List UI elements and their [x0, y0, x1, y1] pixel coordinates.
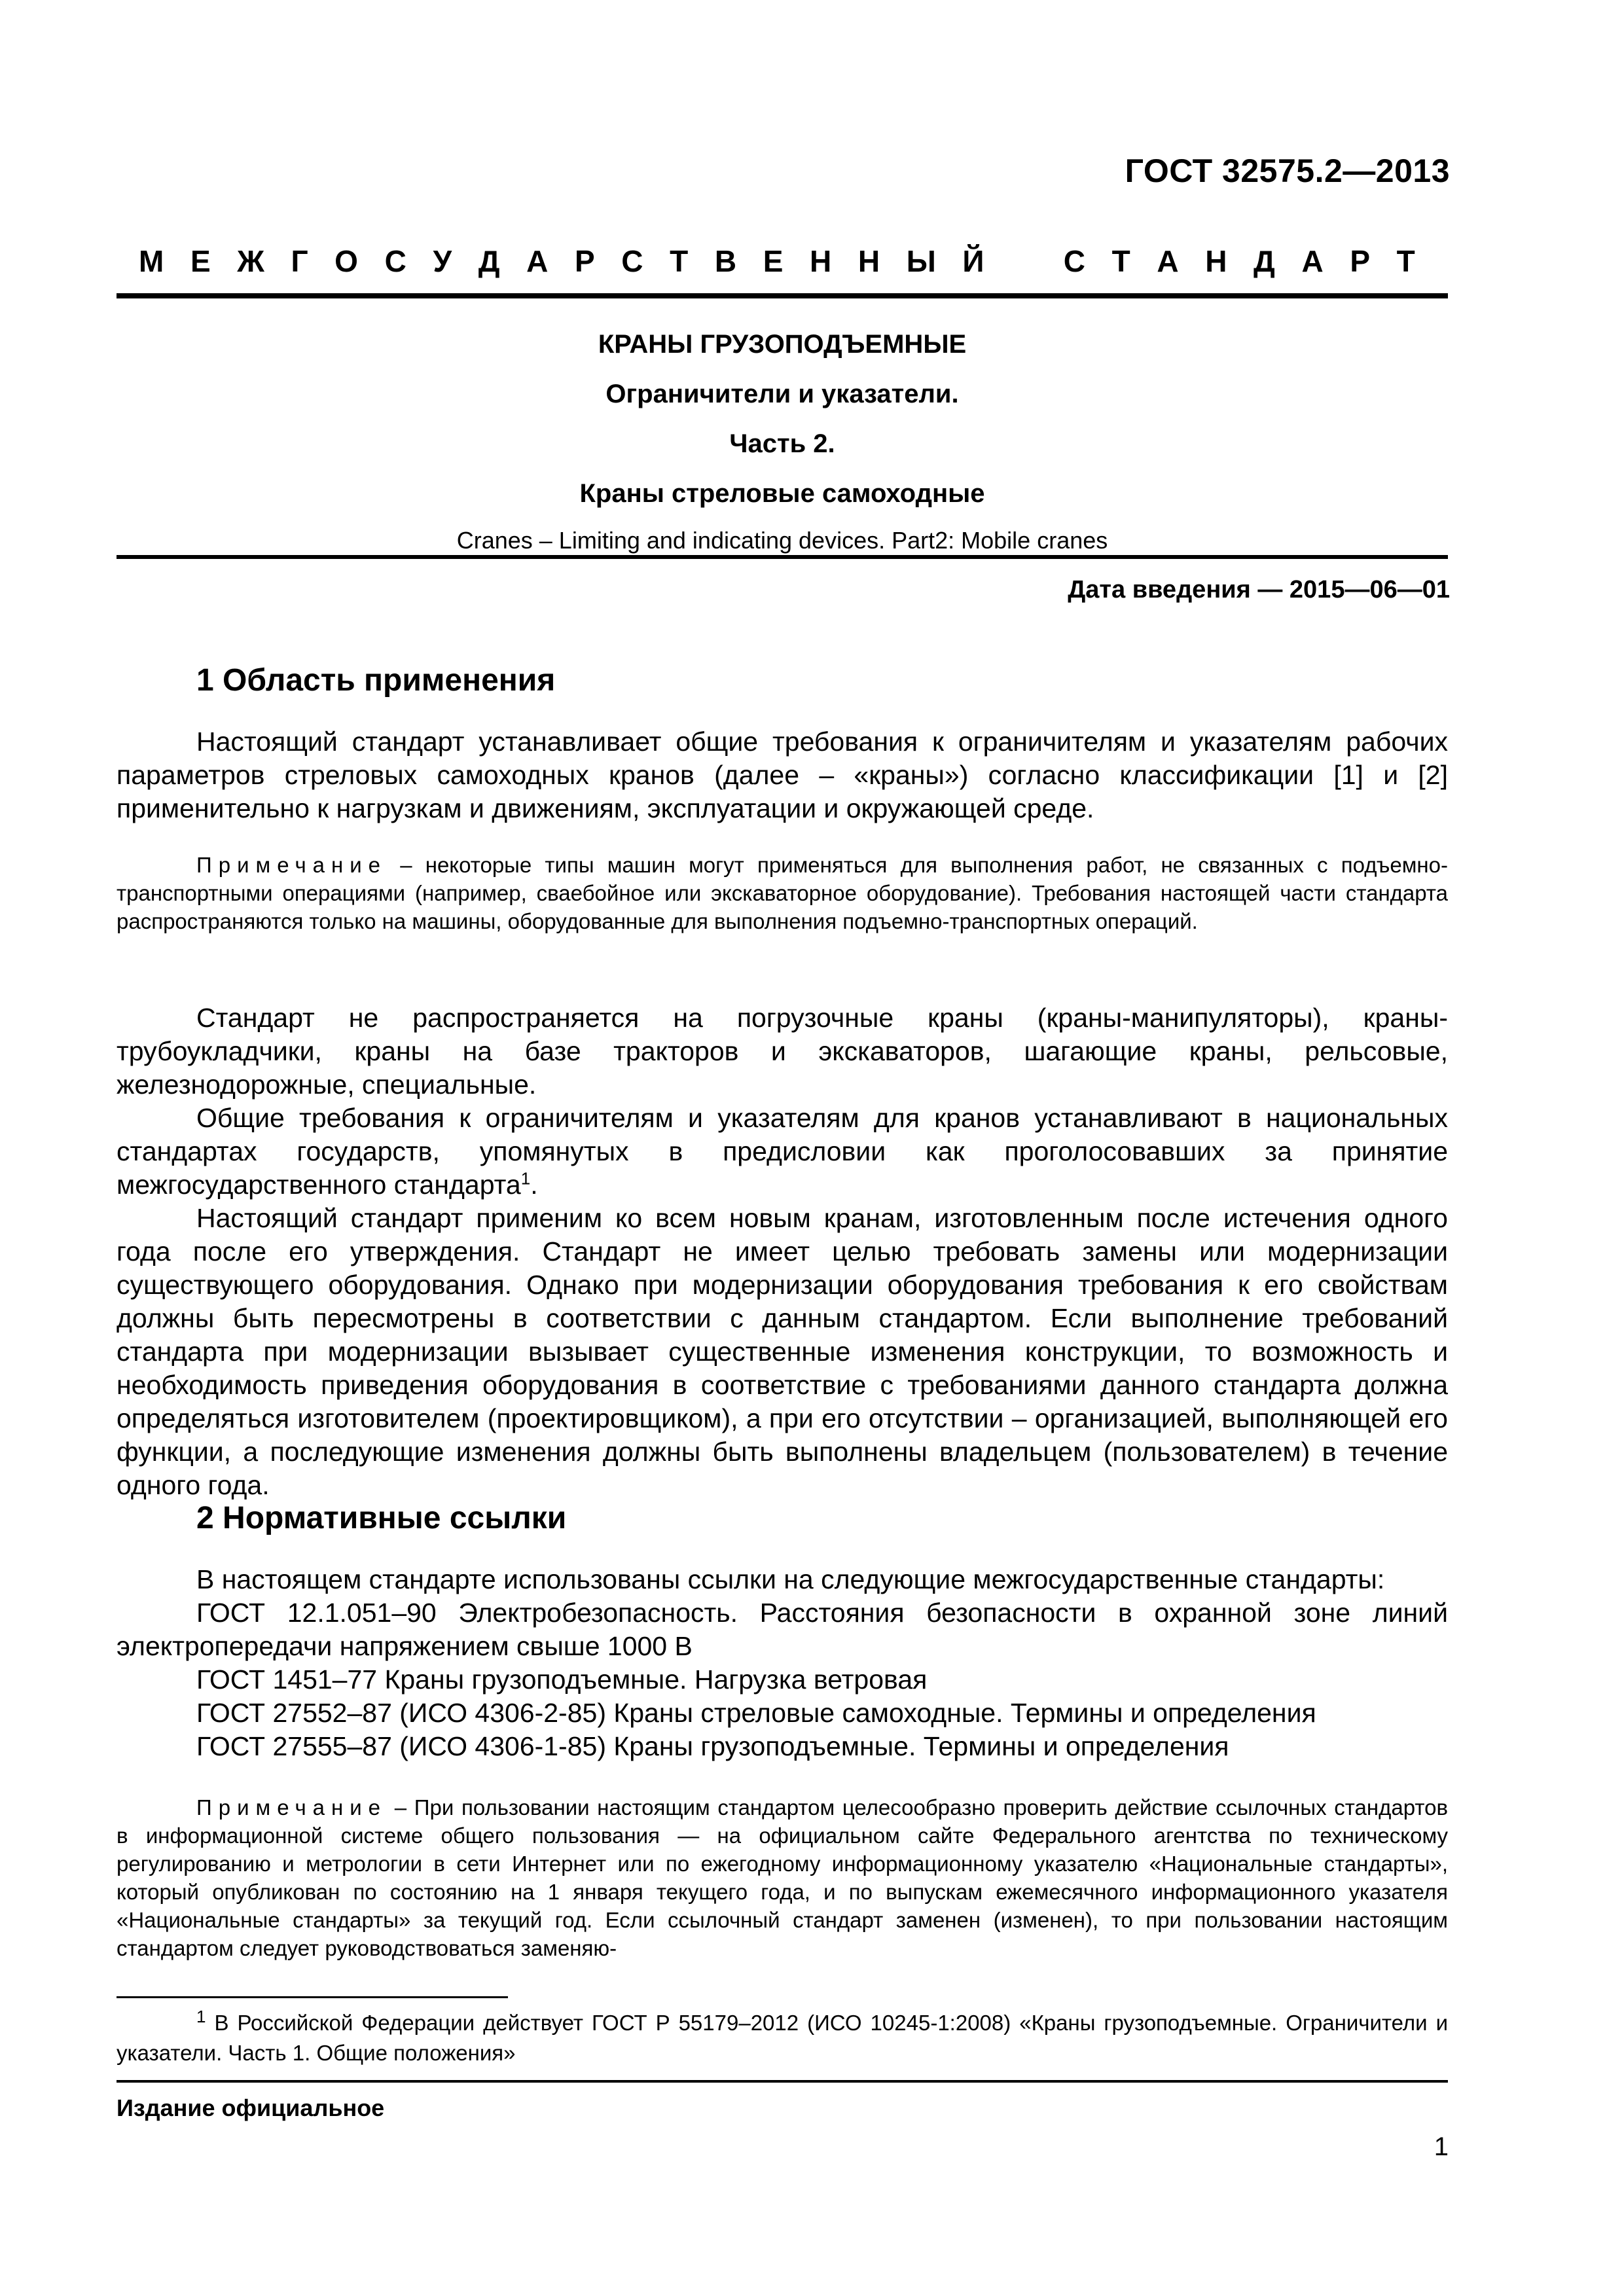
document-code: ГОСТ 32575.2—2013 — [1125, 152, 1450, 189]
introduction-date: Дата введения — 2015—06—01 — [1068, 576, 1450, 603]
title-line-1: КРАНЫ ГРУЗОПОДЪЕМНЫЕ — [598, 330, 967, 359]
section-1-note — [117, 851, 1448, 935]
banner-letter: О — [334, 244, 358, 278]
reference-item: ГОСТ 27552–87 (ИСО 4306-2-85) Краны стреловые самоходные. Термины и определения — [196, 1698, 1316, 1728]
section-1-paragraph-4: Настоящий стандарт применим ко всем новым кранам, изготовленным после истечения одного года после его утверждения. Стандарт не имеет целью требовать замены или модернизации существующего оборудования. Однако при модернизации оборудования требования к его свойствам должны быть пересмотрены в соответствии с данным стандартом. Если выполнение требований стандарта при модернизации вызывает существенные изменения конструкции, то возможность и необходимость приведения оборудования в соответствие с требованиями данного стандарта должна определяться изготовителем (проектировщиком), а при его отсутствии – организацией, выполняющей его функции, а последующие изменения должны быть выполнены владельцем (пользователем) в течение одного года. — [117, 1203, 1448, 1500]
banner-letter: В — [714, 244, 737, 278]
interstate-standard-banner — [139, 243, 1415, 279]
banner-letter: Р — [1350, 244, 1370, 278]
note-label: Примечание — [196, 1795, 388, 1820]
banner-letter: А — [526, 244, 549, 278]
paragraph-3-end: . — [530, 1170, 538, 1200]
page-number: 1 — [1434, 2132, 1449, 2161]
banner-letter: С — [1063, 244, 1085, 278]
header-rule — [117, 293, 1448, 298]
note-text: – некоторые типы машин могут применяться для выполнения работ, не связанных с подъемно-транспортными операциями (например, сваебойное или экскаваторное оборудование). Требования настоящей части стандарта распространяются только на машины, оборудованные для выполнения подъемно-транспортных операций. — [117, 853, 1448, 933]
banner-letter: Н — [1205, 244, 1227, 278]
reference-item: ГОСТ 1451–77 Краны грузоподъемные. Нагрузка ветровая — [196, 1664, 928, 1695]
title-english: Cranes – Limiting and indicating devices. Part2: Mobile cranes — [456, 527, 1108, 554]
footnote-text: В Российской Федерации действует ГОСТ Р 55179–2012 (ИСО 10245-1:2008) «Краны грузоподъемные. Ограничители и указатели. Часть 1. Общие положения» — [117, 2011, 1448, 2065]
banner-letter: М — [139, 244, 164, 278]
banner-letter: Е — [763, 244, 784, 278]
reference-item: ГОСТ 12.1.051–90 Электробезопасность. Расстояния безопасности в охранной зоне линий электропередачи напряжением свыше 1000 В — [117, 1598, 1448, 1661]
note-text: – При пользовании настоящим стандартом целесообразно проверить действие ссылочных стандартов в информационной системе общего пользования — на официальном сайте Федерального агентства по техническому регулированию и метрологии в сети Интернет или по ежегодному информационному указателю «Национальные стандарты», который опубликован по состоянию на 1 января текущего года, и по выпускам ежемесячного информационного указателя «Национальные стандарты» за текущий год. Если ссылочный стандарт заменен (изменен), то при пользовании настоящим стандартом следует руководствоваться заменяю- — [117, 1795, 1448, 1960]
banner-letter: Д — [1254, 244, 1275, 278]
title-line-4: Краны стреловые самоходные — [579, 479, 985, 508]
banner-letter: У — [433, 244, 452, 278]
banner-word-gap — [1011, 243, 1037, 279]
section-1-paragraph-2: Стандарт не распространяется на погрузочные краны (краны-манипуляторы), краны-трубоукладчики, краны на базе тракторов и экскаваторов, шагающие краны, рельсовые, железнодорожные, специальные. — [117, 1003, 1448, 1100]
paragraph-3-text: Общие требования к ограничителям и указателям для кранов устанавливают в национальных стандартах государств, упомянутых в предисловии как проголосовавших за принятие межгосударственного стандарта — [117, 1103, 1448, 1200]
banner-letter: Е — [190, 244, 211, 278]
banner-letter: Й — [962, 244, 984, 278]
banner-letter: Г — [291, 244, 308, 278]
title-rule — [117, 555, 1448, 559]
banner-letter: А — [1301, 244, 1324, 278]
footnote — [117, 2008, 1448, 2068]
footnote-reference: 1 — [520, 1168, 531, 1189]
title-line-2: Ограничители и указатели. — [605, 380, 959, 408]
footnote-separator — [117, 1996, 508, 1998]
banner-letter: Н — [857, 244, 880, 278]
edition-label: Издание официальное — [117, 2094, 385, 2121]
title-block — [117, 319, 1448, 560]
section-1-heading: 1 Область применения — [196, 663, 556, 698]
references-intro: В настоящем стандарте использованы ссылки на следующие межгосударственные стандарты: — [196, 1564, 1385, 1594]
section-1-paragraph-1: Настоящий стандарт устанавливает общие требования к ограничителям и указателям рабочих параметров стреловых самоходных кранов (далее – «краны») согласно классификации [1] и [2] применительно к нагрузкам и движениям, эксплуатации и окружающей среде. — [117, 726, 1448, 823]
section-2-note — [117, 1793, 1448, 1962]
footnote-mark: 1 — [196, 2007, 206, 2026]
banner-letter: С — [621, 244, 643, 278]
note-label: Примечание — [196, 853, 388, 877]
banner-letter: А — [1157, 244, 1179, 278]
banner-letter: Т — [1111, 244, 1130, 278]
banner-letter: Ж — [237, 244, 264, 278]
banner-letter: Ы — [906, 244, 936, 278]
banner-letter: Р — [574, 244, 595, 278]
banner-letter: Т — [670, 244, 689, 278]
banner-letter: Н — [810, 244, 832, 278]
title-line-3: Часть 2. — [729, 429, 835, 458]
banner-letter: С — [384, 244, 406, 278]
footer-rule — [117, 2080, 1448, 2083]
banner-letter: Д — [478, 244, 500, 278]
section-1-paragraph-3 — [117, 1102, 1448, 1202]
banner-letter: Т — [1396, 244, 1415, 278]
section-2-heading: 2 Нормативные ссылки — [196, 1501, 567, 1535]
reference-item: ГОСТ 27555–87 (ИСО 4306-1-85) Краны грузоподъемные. Термины и определения — [196, 1731, 1229, 1761]
